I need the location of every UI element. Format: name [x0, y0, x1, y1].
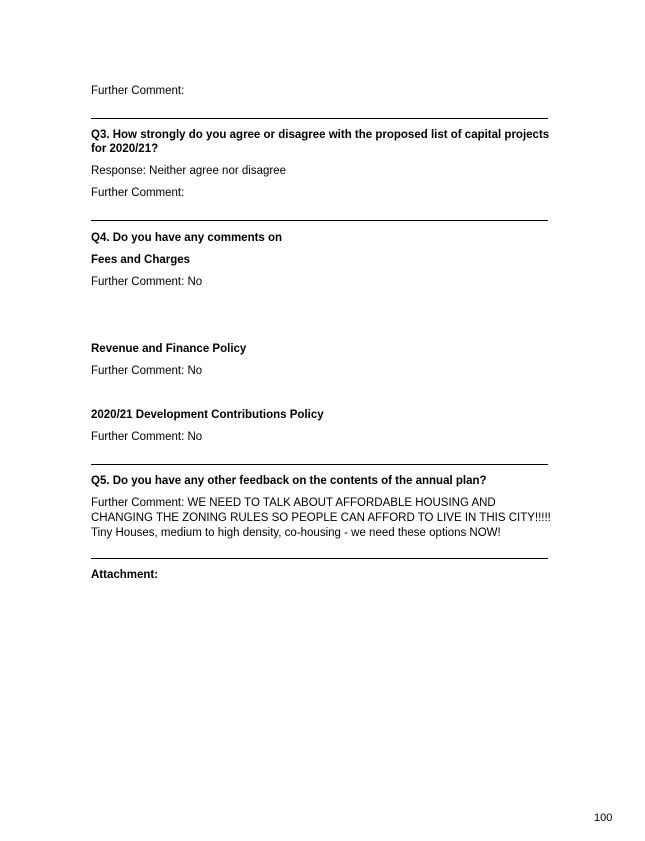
divider [91, 220, 548, 221]
further-comment-revenue: Further Comment: No [91, 365, 203, 377]
further-comment-development: Further Comment: No [91, 431, 203, 443]
comment-line: Further Comment: WE NEED TO TALK ABOUT AFFORDABLE HOUSING AND [91, 497, 496, 509]
divider [91, 558, 548, 559]
section-heading-fees: Fees and Charges [91, 254, 191, 266]
question-q3-line2: for 2020/21? [91, 143, 159, 155]
page-number: 100 [594, 812, 613, 824]
response-q3: Response: Neither agree nor disagree [91, 165, 286, 177]
question-q3-line1: Q3. How strongly do you agree or disagree with the proposed list of capital projects [91, 129, 550, 141]
further-comment-fees: Further Comment: No [91, 276, 203, 288]
divider [91, 464, 548, 465]
divider [91, 118, 548, 119]
comment-line: Tiny Houses, medium to high density, co-housing - we need these options NOW! [91, 527, 501, 539]
question-q4: Q4. Do you have any comments on [91, 232, 283, 244]
section-heading-revenue: Revenue and Finance Policy [91, 343, 247, 355]
comment-line: CHANGING THE ZONING RULES SO PEOPLE CAN AFFORD TO LIVE IN THIS CITY!!!!! [91, 512, 551, 524]
attachment-label: Attachment: [91, 569, 159, 581]
further-comment-q2: Further Comment: [91, 85, 185, 97]
further-comment-q3: Further Comment: [91, 187, 185, 199]
section-heading-development: 2020/21 Development Contributions Policy [91, 409, 324, 421]
further-comment-q5 [91, 496, 561, 541]
question-q5: Q5. Do you have any other feedback on the contents of the annual plan? [91, 475, 487, 487]
